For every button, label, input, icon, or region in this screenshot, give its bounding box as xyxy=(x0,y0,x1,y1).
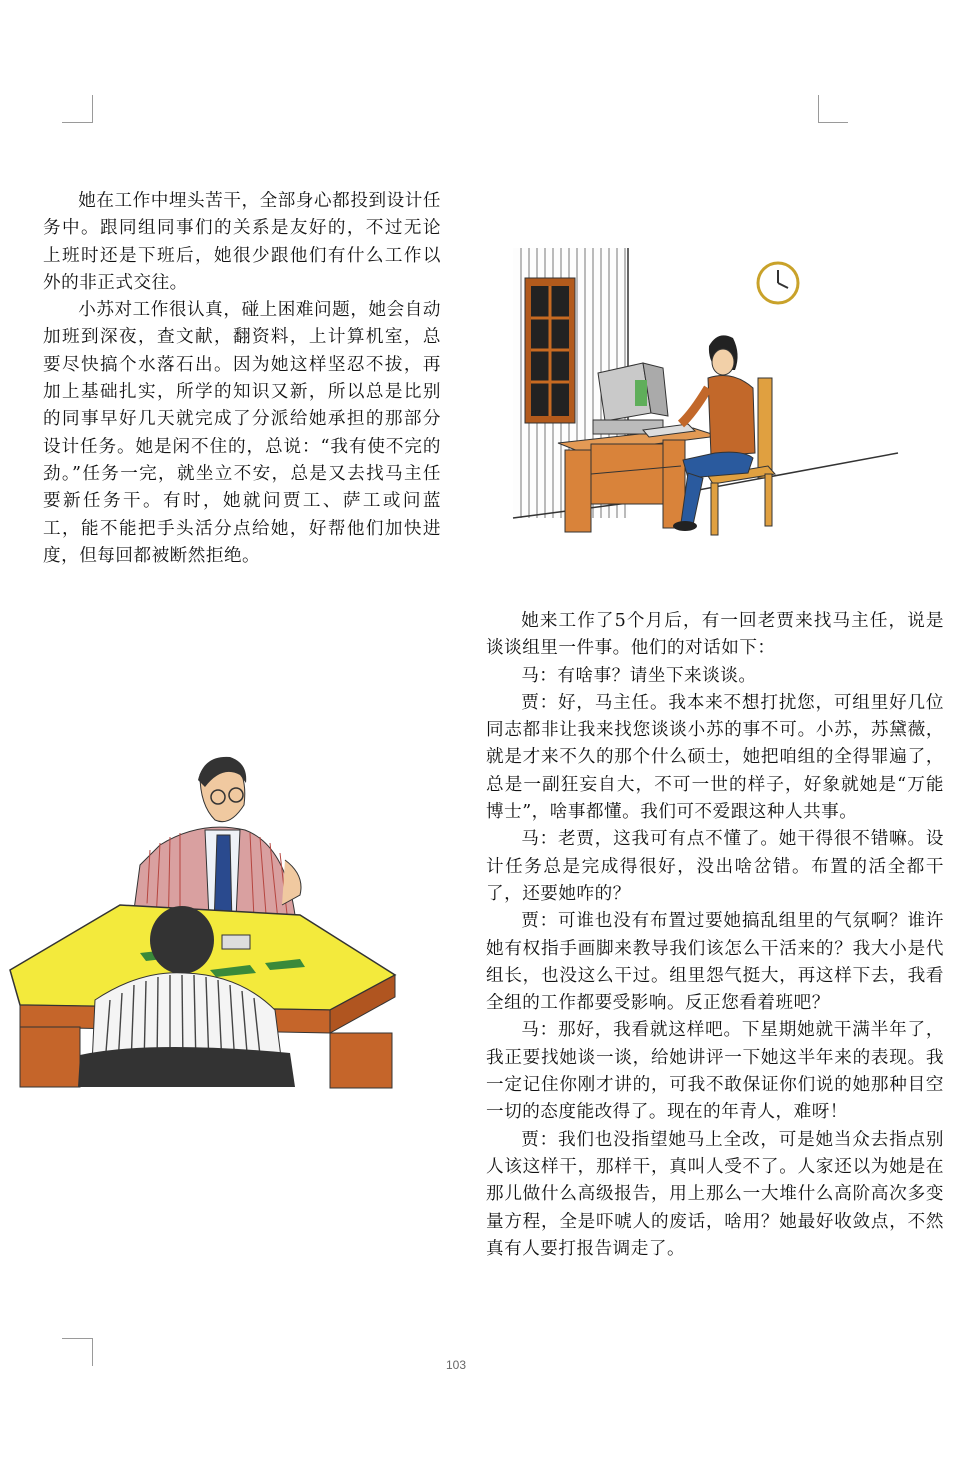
crop-mark-bottom-left xyxy=(92,1338,93,1366)
crop-mark-top-right xyxy=(818,122,848,123)
dialogue-line: 贾：可谁也没有布置过要她搞乱组里的气氛啊？谁许她有权指手画脚来教导我们该怎么干活来的？我大小是代组长，也没这么干过。组里怨气挺大，再这样下去，我看全组的工作都要受影响。反正您看着班吧？ xyxy=(486,911,944,1014)
dialogue-line: 马：有啥事？请坐下来谈谈。 xyxy=(521,665,757,686)
illustration-meeting-at-desk xyxy=(0,735,412,1095)
crop-mark-bottom-left xyxy=(62,1338,92,1339)
paragraph: 她来工作了5个月后，有一回老贾来找马主任，说是谈谈组里一件事。他们的对话如下： xyxy=(486,611,944,659)
computer-icon xyxy=(593,363,695,437)
window-icon xyxy=(525,278,575,423)
wall-clock-icon xyxy=(758,263,798,303)
dialogue-line: 马：那好，我看就这样吧。下星期她就干满半年了，我正要找她谈一谈，给她讲评一下她这半年来的表现。我一定记住你刚才讲的，可我不敢保证你们说的她那种目空一切的态度能改得了。现在的年青人，难呀！ xyxy=(486,1020,944,1123)
paragraph: 她在工作中埋头苦干，全部身心都投到设计任务中。跟同组同事们的关系是友好的，不过无论上班时还是下班后，她很少跟他们有什么工作以外的非正式交往。 xyxy=(43,191,441,293)
dialogue-line: 贾：好，马主任。我本来不想打扰您，可组里好几位同志都非让我来找您谈谈小苏的事不可。小苏，苏黛薇，就是才来不久的那个什么硕士，她把咱组的全得罪遍了，总是一副狂妄自大，不可一世的样子，好象就她是“万能博士”，啥事都懂。我们可不爱跟这种人共事。 xyxy=(486,692,944,823)
right-column-text xyxy=(486,608,944,1263)
dialogue-line: 马：老贾，这我可有点不懂了。她干得很不错嘛。设计任务总是完成得很好，没出啥岔错。布置的活全都干了，还要她咋的？ xyxy=(486,829,944,904)
illustration-woman-at-computer xyxy=(503,238,903,543)
page-number: 103 xyxy=(445,1358,467,1372)
dialogue-line: 贾：我们也没指望她马上全改，可是她当众去指点别人该这样干，那样干，真叫人受不了。人家还以为她是在那儿做什么高级报告，用上那么一大堆什么高阶高次多变量方程，全是吓唬人的废话，啥用？她最好收敛点，不然真有人要打报告调走了。 xyxy=(486,1129,944,1259)
crop-mark-top-right xyxy=(818,95,819,123)
paragraph: 小苏对工作很认真，碰上困难问题，她会自动加班到深夜，查文献，翻资料，上计算机室，总要尽快搞个水落石出。因为她这样坚忍不拔，再加上基础扎实，所学的知识又新，所以总是比别的同事早好几天就完成了分派给她承担的那部分设计任务。她是闲不住的，总说：“我有使不完的劲。”任务一完，就坐立不安，总是又去找马主任要新任务干。有时，她就问贾工、萨工或问蓝工，能不能把手头活分点给她，好帮他们加快进度，但每回都被断然拒绝。 xyxy=(43,300,441,566)
crop-mark-top-left xyxy=(92,95,93,123)
crop-mark-top-left xyxy=(62,122,92,123)
left-column-text xyxy=(43,188,441,570)
